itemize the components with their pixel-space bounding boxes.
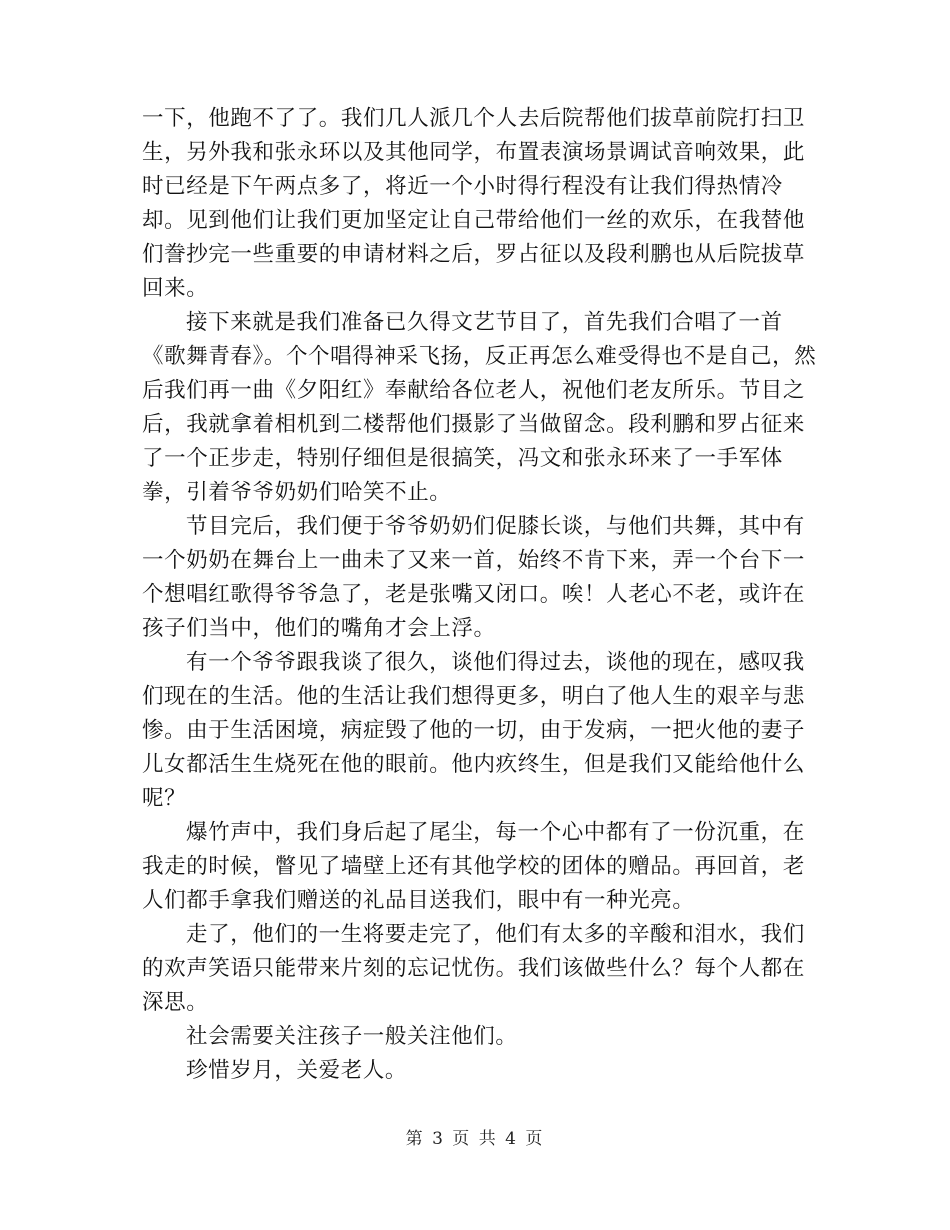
paragraph-6: 走了，他们的一生将要走完了，他们有太多的辛酸和泪水，我们的欢声笑语只能带来片刻的忘记忧伤。我们该做些什么？每个人都在深思。 — [142, 922, 806, 1015]
paragraph-3: 节目完后，我们便于爷爷奶奶们促膝长谈，与他们共舞，其中有一个奶奶在舞台上一曲未了又来一首，始终不肯下来，弄一个台下一个想唱红歌得爷爷急了，老是张嘴又闭口。唉！人老心不老，或许在孩子们当中，他们的嘴角才会上浮。 — [142, 514, 806, 641]
paragraph-4: 有一个爷爷跟我谈了很久，谈他们得过去，谈他的现在，感叹我们现在的生活。他的生活让我们想得更多，明白了他人生的艰辛与悲惨。由于生活困境，病症毁了他的一切，由于发病，一把火他的妻子儿女都活生生烧死在他的眼前。他内疚终生，但是我们又能给他什么呢？ — [142, 650, 806, 811]
page-number-footer: 第 3 页 共 4 页 — [405, 1129, 545, 1149]
paragraph-5: 爆竹声中，我们身后起了尾尘，每一个心中都有了一份沉重，在我走的时候，瞥见了墙壁上还有其他学校的团体的赠品。再回首，老人们都手拿我们赠送的礼品目送我们，眼中有一种光亮。 — [142, 820, 806, 913]
paragraph-8: 珍惜岁月，关爱老人。 — [186, 1058, 408, 1083]
paragraph-7: 社会需要关注孩子一般关注他们。 — [186, 1024, 518, 1049]
paragraph-1: 一下，他跑不了了。我们几人派几个人去后院帮他们拔草前院打扫卫生，另外我和张永环以及其他同学，布置表演场景调试音响效果，此时已经是下午两点多了，将近一个小时得行程没有让我们得热情冷却。见到他们让我们更加坚定让自己带给他们一丝的欢乐，在我替他们誊抄完一些重要的申请材料之后，罗占征以及段利鹏也从后院拔草回来。 — [142, 106, 806, 301]
document-body — [142, 102, 822, 1088]
paragraph-2: 接下来就是我们准备已久得文艺节目了，首先我们合唱了一首《歌舞青春》。个个唱得神采飞扬，反正再怎么难受得也不是自己，然后我们再一曲《夕阳红》奉献给各位老人，祝他们老友所乐。节目之后，我就拿着相机到二楼帮他们摄影了当做留念。段利鹏和罗占征来了一个正步走，特别仔细但是很搞笑，冯文和张永环来了一手军体拳，引着爷爷奶奶们哈笑不止。 — [142, 310, 817, 505]
